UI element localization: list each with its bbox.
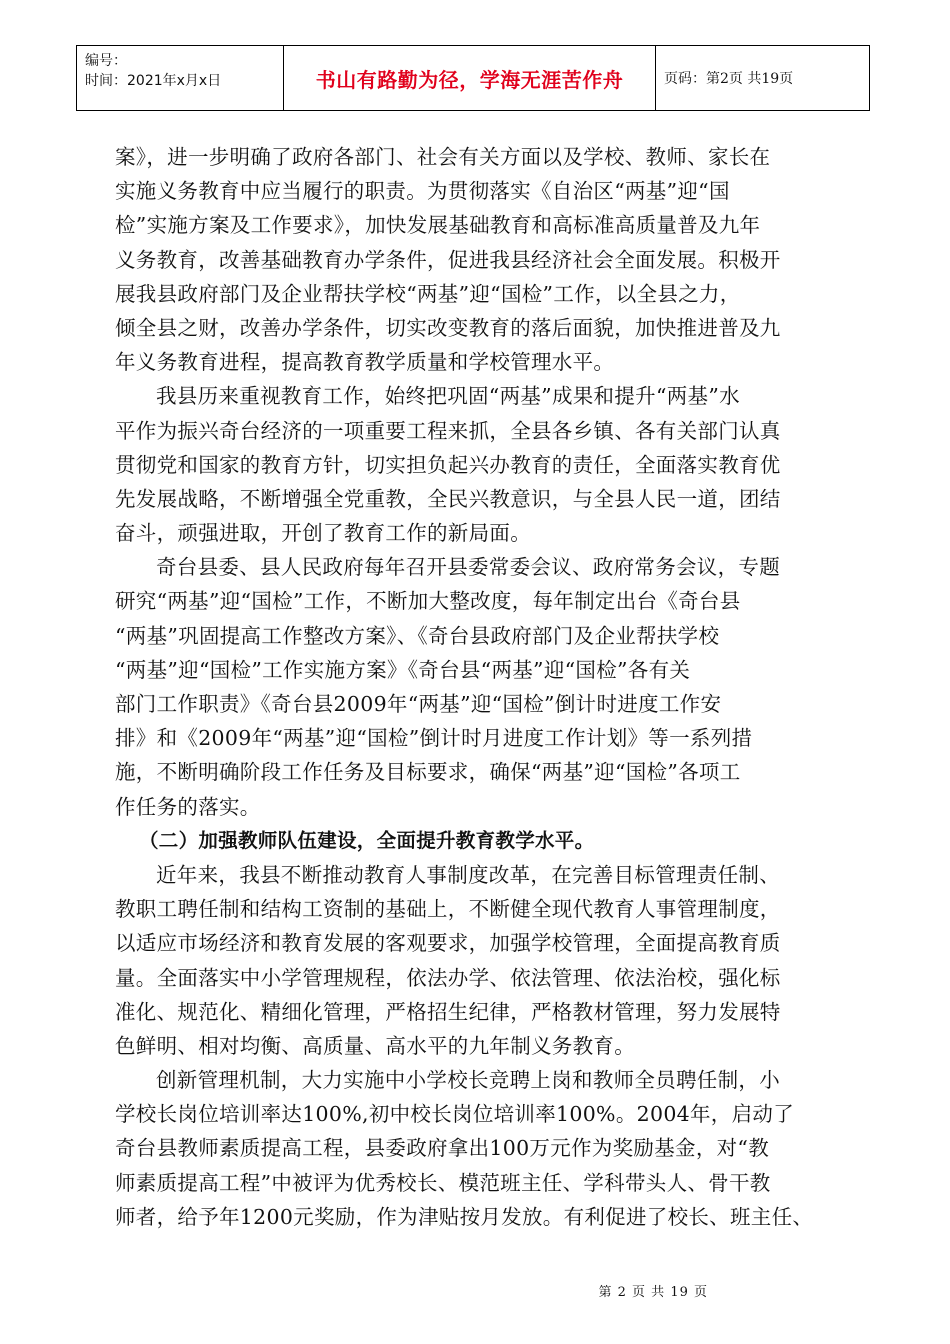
body-line: “两基”巩固提高工作整改方案》、《奇台县政府部门及企业帮扶学校	[115, 623, 720, 648]
body-line: 以适应市场经济和教育发展的客观要求，加强学校管理，全面提高教育质	[115, 931, 781, 956]
body-line: 义务教育，改善基础教育办学条件，促进我县经济社会全面发展。积极开	[115, 247, 781, 272]
page-header	[76, 45, 870, 111]
body-line: 案》，进一步明确了政府各部门、社会有关方面以及学校、教师、家长在	[115, 145, 771, 169]
body-line: 师者，给予年1200元奖励，作为津贴按月发放。有利促进了校长、班主任、	[115, 1204, 814, 1229]
section-heading: （二）加强教师队伍建设，全面提升教育教学水平。	[139, 828, 595, 852]
document-number-label: 编号：	[85, 53, 127, 69]
body-line: 师素质提高工程”中被评为优秀校长、模范班主任、学科带头人、骨干教	[115, 1170, 771, 1195]
body-line: 研究“两基”迎“国检”工作，不断加大整改度，每年制定出台《奇台县	[115, 589, 741, 614]
body-line: 学校长岗位培训率达100%,初中校长岗位培训率100%。2004年，启动了	[115, 1102, 794, 1127]
body-line: 我县历来重视教育工作，始终把巩固“两基”成果和提升“两基”水	[156, 384, 740, 409]
body-line: 奇台县委、县人民政府每年召开县委常委会议、政府常务会议，专题	[156, 555, 780, 580]
body-line: 贯彻党和国家的教育方针，切实担负起兴办教育的责任，全面落实教育优	[115, 452, 781, 477]
body-line: 检”实施方案及工作要求》，加快发展基础教育和高标准高质量普及九年	[115, 213, 761, 238]
body-line: 教职工聘任制和结构工资制的基础上，不断健全现代教育人事管理制度，	[115, 897, 781, 922]
body-line: 部门工作职责》《奇台县2009年“两基”迎“国检”倒计时进度工作安	[115, 692, 722, 716]
body-line: 色鲜明、相对均衡、高质量、高水平的九年制义务教育。	[115, 1033, 635, 1058]
body-line: 实施义务教育中应当履行的职责。为贯彻落实《自治区“两基”迎“国	[115, 179, 730, 204]
footer-page-number: 第 2 页 共 19 页	[598, 1285, 708, 1300]
body-line: 展我县政府部门及企业帮扶学校“两基”迎“国检”工作，以全县之力，	[115, 281, 741, 306]
body-line: 创新管理机制，大力实施中小学校长竞聘上岗和教师全员聘任制，小	[156, 1068, 780, 1093]
body-line: 量。全面落实中小学管理规程，依法办学、依法管理、依法治校，强化标	[115, 965, 781, 990]
body-line: 奋斗，顽强进取，开创了教育工作的新局面。	[115, 521, 531, 546]
body-line: 倾全县之财，改善办学条件，切实改变教育的落后面貌，加快推进普及九	[115, 315, 781, 340]
body-line: 年义务教育进程，提高教育教学质量和学校管理水平。	[115, 350, 615, 375]
body-line: 奇台县教师素质提高工程，县委政府拿出100万元作为奖励基金，对“教	[115, 1136, 770, 1161]
document-body	[115, 140, 855, 1234]
body-line: “两基”迎“国检”工作实施方案》《奇台县“两基”迎“国检”各有关	[115, 657, 691, 682]
body-line: 准化、规范化、精细化管理，严格招生纪律，严格教材管理，努力发展特	[115, 999, 781, 1024]
page-footer	[0, 1281, 950, 1300]
body-line: 作任务的落实。	[115, 794, 261, 819]
body-line: 排》和《2009年“两基”迎“国检”倒计时月进度工作计划》等一系列措	[115, 726, 753, 751]
body-line: 先发展战略，不断增强全党重教，全民兴教意识，与全县人民一道，团结	[115, 486, 781, 511]
header-page-info: 页码：第2页 共19页	[656, 46, 870, 111]
header-motto: 书山有路勤为径，学海无涯苦作舟	[284, 46, 656, 111]
document-time-label: 时间：2021年x月x日	[85, 73, 222, 89]
body-line: 平作为振兴奇台经济的一项重要工程来抓，全县各乡镇、各有关部门认真	[115, 418, 781, 443]
body-line: 施，不断明确阶段工作任务及目标要求，确保“两基”迎“国检”各项工	[115, 760, 741, 785]
body-line: 近年来，我县不断推动教育人事制度改革，在完善目标管理责任制、	[156, 862, 780, 887]
header-meta-cell	[77, 46, 284, 111]
